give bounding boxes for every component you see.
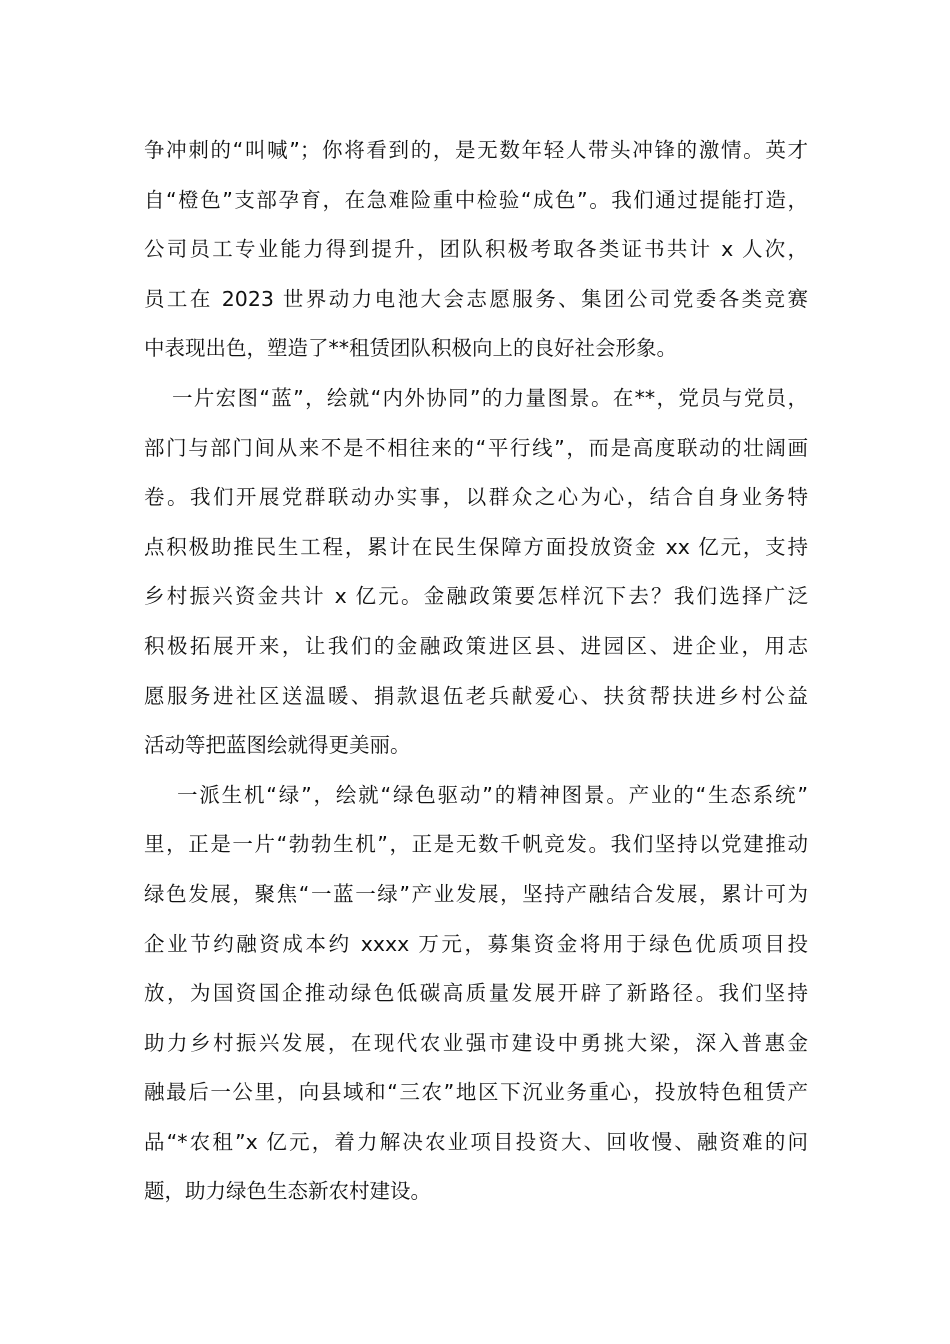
text-line: 题，助力绿色生态新农村建设。 <box>144 1179 431 1204</box>
text-line: 争冲刺的“叫喊”；你将看到的，是无数年轻人带头冲锋的激情。英才 <box>144 138 808 162</box>
text-line: 绿色发展，聚焦“一蓝一绿”产业发展，坚持产融结合发展，累计可为 <box>144 881 808 906</box>
text-line: 里，正是一片“勃勃生机”，正是无数千帆竞发。我们坚持以党建推动 <box>144 832 808 857</box>
text-line: 放，为国资国企推动绿色低碳高质量发展开辟了新路径。我们坚持 <box>144 981 808 1006</box>
text-line: 员工在 2023 世界动力电池大会志愿服务、集团公司党委各类竞赛 <box>144 286 808 311</box>
text-line: 中表现出色，塑造了**租赁团队积极向上的良好社会形象。 <box>144 336 677 361</box>
text-line: 乡村振兴资金共计 x 亿元。金融政策要怎样沉下去？我们选择广泛 <box>144 584 808 609</box>
text-line: 自“橙色”支部孕育，在急难险重中检验“成色”。我们通过提能打造， <box>144 187 808 212</box>
text-line: 公司员工专业能力得到提升，团队积极考取各类证书共计 x 人次， <box>144 237 808 262</box>
text-line: 点积极助推民生工程，累计在民生保障方面投放资金 xx 亿元，支持 <box>144 534 808 559</box>
text-line: 活动等把蓝图绘就得更美丽。 <box>144 733 411 758</box>
text-line: 部门与部门间从来不是不相往来的“平行线”，而是高度联动的壮阔画 <box>144 435 808 460</box>
text-line: 愿服务进社区送温暖、捐款退伍老兵献爱心、扶贫帮扶进乡村公益 <box>144 683 808 708</box>
text-line: 助力乡村振兴发展，在现代农业强市建设中勇挑大梁，深入普惠金 <box>144 1030 808 1055</box>
paragraph-1 <box>144 126 808 374</box>
paragraph-3 <box>144 771 808 1217</box>
paragraph-2 <box>144 374 808 771</box>
text-line: 融最后一公里，向县域和“三农”地区下沉业务重心，投放特色租赁产 <box>144 1080 808 1105</box>
text-line: 企业节约融资成本约 xxxx 万元，募集资金将用于绿色优质项目投 <box>144 931 808 956</box>
text-line: 品“*农租”x 亿元，着力解决农业项目投资大、回收慢、融资难的问 <box>144 1129 808 1154</box>
text-line: 一派生机“绿”，绘就“绿色驱动”的精神图景。产业的“生态系统” <box>177 782 808 807</box>
text-line: 卷。我们开展党群联动办实事，以群众之心为心，结合自身业务特 <box>144 485 808 510</box>
text-line: 一片宏图“蓝”，绘就“内外协同”的力量图景。在**，党员与党员， <box>172 385 808 410</box>
document-body <box>144 126 808 1217</box>
text-line: 积极拓展开来，让我们的金融政策进区县、进园区、进企业，用志 <box>144 633 808 658</box>
